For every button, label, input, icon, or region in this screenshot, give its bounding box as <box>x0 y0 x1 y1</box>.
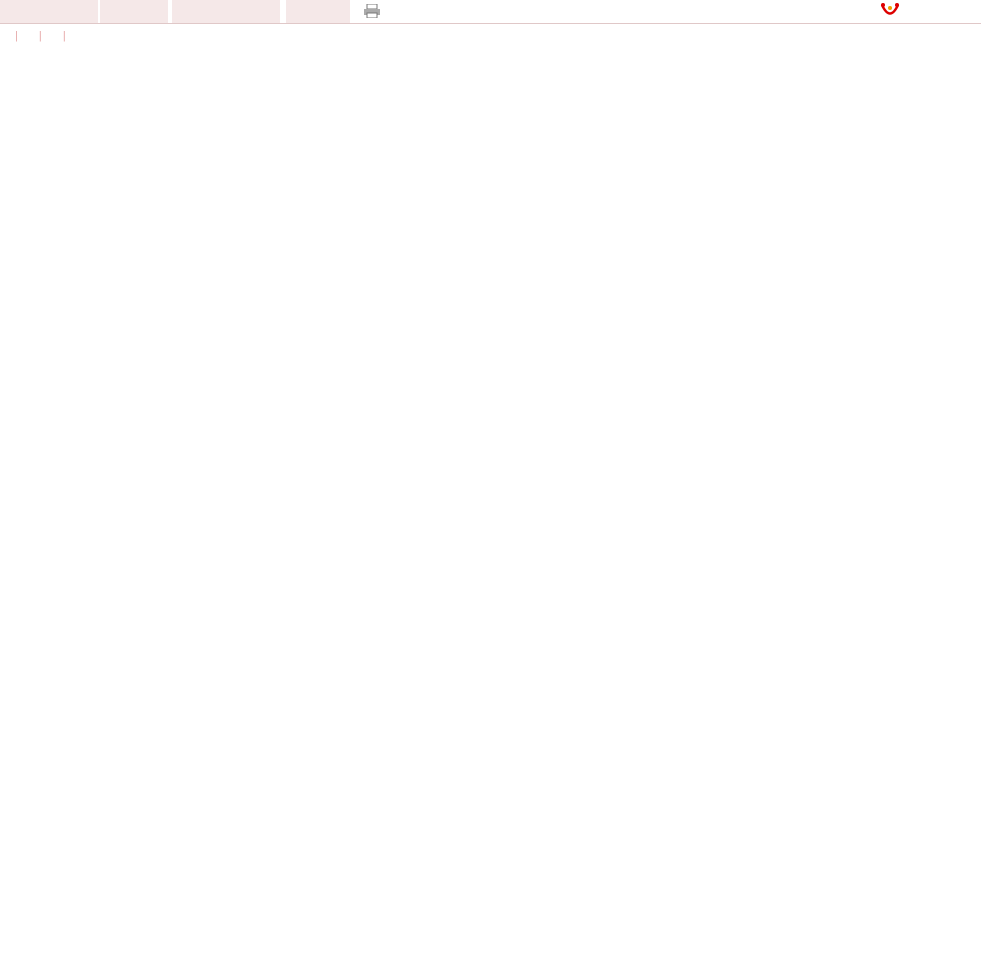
print-icon[interactable] <box>364 4 380 18</box>
logo-icon <box>880 2 900 20</box>
info-line-2 <box>5 45 11 57</box>
tab-zyklenuebersicht[interactable] <box>172 0 280 23</box>
info-line-1: | | | <box>15 30 66 42</box>
username <box>0 0 98 23</box>
header-divider <box>0 23 981 24</box>
cycle-nav[interactable] <box>100 0 168 23</box>
cycle-chart <box>0 75 736 602</box>
tab-statistik[interactable] <box>286 0 350 23</box>
